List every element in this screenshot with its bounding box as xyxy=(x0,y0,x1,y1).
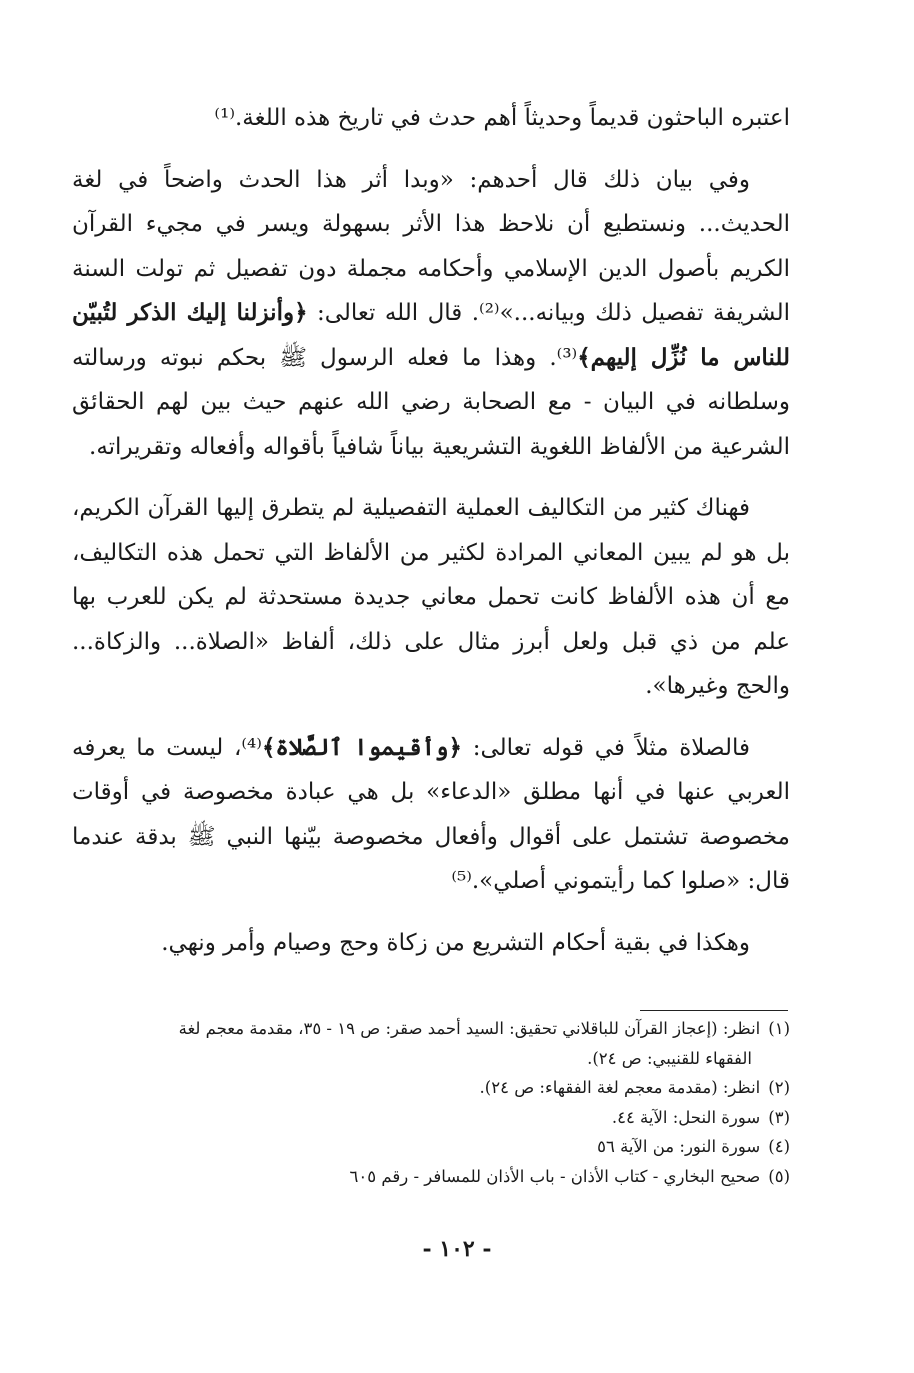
footnote-1 xyxy=(72,1014,790,1044)
footnote-1-number: (١) xyxy=(768,1019,790,1038)
footnotes xyxy=(72,1014,790,1191)
footnote-1-continuation xyxy=(72,1044,790,1074)
paragraph-4-text-a: فالصلاة مثلاً في قوله تعالى: xyxy=(462,734,750,761)
paragraph-5-text: وهكذا في بقية أحكام التشريع من زكاة وحج وصيام وأمر ونهي. xyxy=(161,929,750,956)
paragraph-3 xyxy=(72,486,790,709)
footnote-5-number: (٥) xyxy=(768,1166,790,1186)
paragraph-2-text-a: وفي بيان ذلك قال أحدهم: «وبدا أثر هذا الحدث واضحاً في لغة الحديث... ونستطيع أن نلاحظ هذا الأثر بسهولة ويسر في مجيء القرآن الكريم بأصول الدين الإسلامي وأحكامه مجملة دون تفصيل ثم تولت السنة الشريفة تفصيل ذلك وبيانه...»⁽²⁾. قال الله تعالى: xyxy=(72,166,790,326)
footnote-1-cont-text: الفقهاء للقنيبي: ص ٢٤). xyxy=(587,1048,752,1068)
footnote-2-number: (٢) xyxy=(768,1078,790,1097)
paragraph-2-text-b: ⁽³⁾. وهذا ما فعله الرسول ﷺ بحكم نبوته ورسالته وسلطانه في البيان - مع الصحابة رضي الله عنهم حيث بين لهم الحقائق الشرعية من الألفاظ اللغوية التشريعية بياناً شافياً بأقواله وأفعاله وتقريراته. xyxy=(72,344,790,460)
paragraph-1 xyxy=(72,96,790,141)
paragraph-3-text: فهناك كثير من التكاليف العملية التفصيلية لم يتطرق إليها القرآن الكريم، بل هو لم يبين المعاني المرادة لكثير من الألفاظ التي تحمل هذه التكاليف، مع أن هذه الألفاظ كانت تحمل معاني جديدة مستحدثة لم يكن للعرب بها علم من ذي قبل ولعل أبرز مثال على ذلك، ألفاظ «الصلاة... والزكاة... والحج وغيرها». xyxy=(72,495,790,699)
footnote-2-text: انظر: (مقدمة معجم لغة الفقهاء: ص ٢٤). xyxy=(479,1078,761,1097)
paragraph-1-text: اعتبره الباحثون قديماً وحديثاً أهم حدث في تاريخ هذه اللغة.⁽¹⁾ xyxy=(214,105,790,131)
footnote-3-number: (٣) xyxy=(768,1107,790,1127)
paragraph-5 xyxy=(72,921,790,966)
footnote-2 xyxy=(72,1073,790,1103)
footnote-3 xyxy=(72,1103,790,1133)
footnote-5 xyxy=(72,1162,790,1192)
quran-verse-1: ﴿وأنزلنا إليك الذكر لتُبيّن للناس ما نُزِّل إليهم﴾ xyxy=(72,299,791,371)
footnote-divider xyxy=(640,1010,788,1011)
footnote-4-number: (٤) xyxy=(768,1137,790,1156)
footnote-1-text: انظر: (إعجاز القرآن للباقلاني تحقيق: السيد أحمد صقر: ص ١٩ - ٣٥، مقدمة معجم لغة xyxy=(178,1019,761,1038)
paragraph-2 xyxy=(72,158,790,470)
page-number: - ١٠٢ - xyxy=(422,1236,492,1262)
quran-verse-2: ﴿وأقيموا ٱلصَّلاة﴾ xyxy=(261,733,462,761)
footnote-5-text: صحيح البخاري - كتاب الأذان - باب الأذان للمسافر - رقم ٦٠٥ xyxy=(349,1166,761,1186)
paragraph-4-text-b: ⁽⁴⁾، ليست ما يعرفه العربي عنها في أنها مطلق «الدعاء» بل هي عبادة مخصوصة في أوقات مخصوصة تشتمل على أقوال وأفعال مخصوصة بيّنها النبي ﷺ بدقة عندما قال: «صلوا كما رأيتموني أصلي».⁽⁵⁾ xyxy=(72,734,790,894)
paragraph-4 xyxy=(72,726,790,904)
footnote-4-text: سورة النور: من الآية ٥٦ xyxy=(597,1137,761,1156)
footnote-3-text: سورة النحل: الآية ٤٤. xyxy=(611,1107,761,1127)
main-text xyxy=(72,96,790,982)
footnote-4 xyxy=(72,1132,790,1162)
